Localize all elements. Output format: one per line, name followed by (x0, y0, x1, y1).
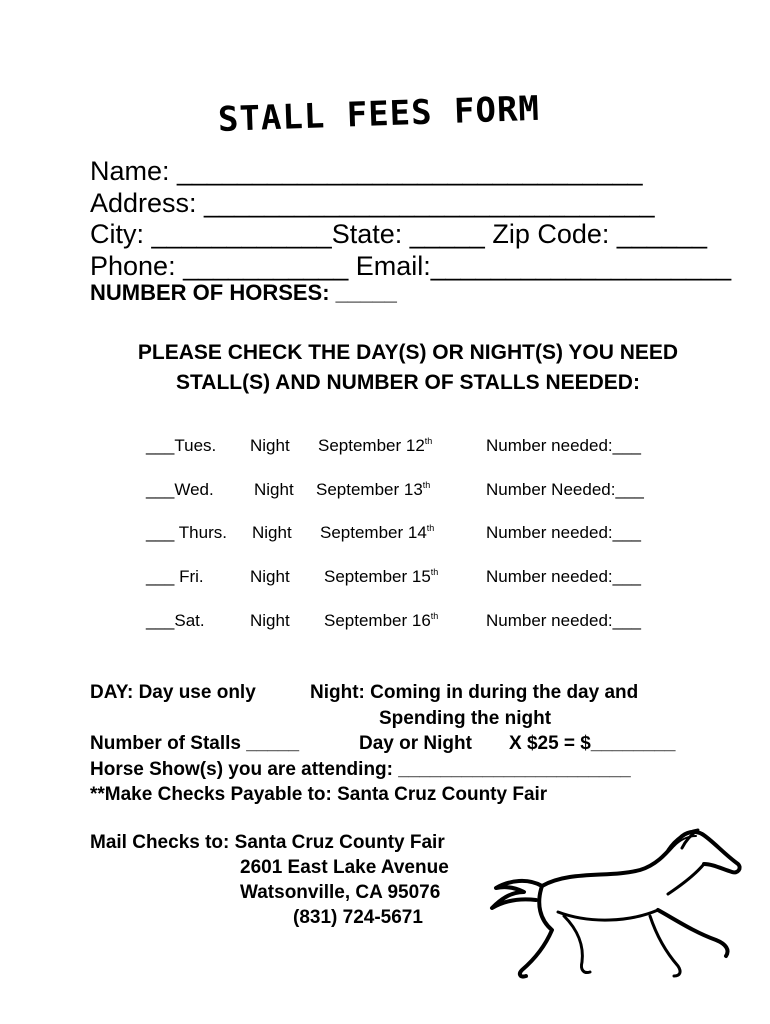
number-needed-field[interactable]: Number needed:___ (486, 567, 642, 587)
night-label: Night (254, 479, 294, 499)
mail-street: 2601 East Lake Avenue (240, 857, 449, 878)
number-of-stalls-field[interactable]: Number of Stalls _____ (90, 733, 300, 754)
night-use-note: Night: Coming in during the day and (310, 682, 639, 703)
date-label: September 15th (324, 567, 439, 587)
number-needed-field[interactable]: Number needed:___ (486, 436, 642, 455)
address-field[interactable]: Address: ______________________________ (90, 187, 655, 218)
night-use-note-cont: Spending the night (379, 707, 552, 729)
number-of-horses-field[interactable]: NUMBER OF HORSES: _____ (90, 280, 397, 305)
mail-phone: (831) 724-5671 (293, 907, 423, 928)
day-row-sat (146, 611, 666, 655)
number-needed-field[interactable]: Number needed:___ (486, 523, 642, 543)
fee-calculation (90, 731, 676, 757)
day-row-thurs (146, 523, 666, 567)
date-label: September 16th (324, 610, 439, 630)
payable-note: **Make Checks Payable to: Santa Cruz County Fair (90, 784, 548, 805)
day-checkbox-fri[interactable]: ___ Fri. (146, 567, 204, 587)
date-label: September 13th (316, 479, 431, 499)
form-title: STALL FEES FORM (217, 88, 541, 140)
day-checkbox-sat[interactable]: ___Sat. (146, 610, 205, 630)
night-label: Night (250, 567, 290, 587)
date-label: September 12th (318, 436, 433, 455)
day-or-night-field[interactable]: Day or Night (359, 733, 472, 754)
number-needed-field[interactable]: Number Needed:___ (486, 479, 644, 499)
mailing-address (90, 830, 449, 930)
instruction-heading: PLEASE CHECK THE DAY(S) OR NIGHT(S) YOU NEED STALL(S) AND NUMBER OF STALLS NEEDED: (137, 341, 679, 394)
day-checkbox-wed[interactable]: ___Wed. (146, 479, 214, 499)
name-field[interactable]: Name: _______________________________ (90, 156, 643, 186)
day-use-note: DAY: Day use only (90, 682, 256, 703)
city-state-zip-field[interactable]: City: ____________State: _____ Zip Code: ______ (90, 219, 707, 249)
usage-legend (90, 680, 639, 706)
day-checkbox-thurs[interactable]: ___ Thurs. (146, 523, 227, 543)
night-label: Night (250, 610, 290, 630)
contact-fields (90, 156, 731, 282)
phone-email-field[interactable]: Phone: ___________ Email:____________________ (90, 250, 732, 281)
mail-to-line: Mail Checks to: Santa Cruz County Fair (90, 832, 445, 853)
mail-city: Watsonville, CA 95076 (240, 882, 441, 903)
day-row-fri (146, 567, 666, 611)
night-label: Night (250, 436, 290, 455)
night-label: Night (252, 523, 292, 543)
day-selection-list (146, 436, 666, 654)
number-needed-field[interactable]: Number needed:___ (486, 610, 642, 630)
total-fee-field[interactable]: X $25 = $________ (509, 733, 676, 754)
day-row-tues (146, 436, 666, 480)
date-label: September 14th (320, 523, 435, 543)
day-checkbox-tues[interactable]: ___Tues. (146, 436, 217, 455)
horse-show-field[interactable]: Horse Show(s) you are attending: ______________________ (90, 758, 631, 780)
day-row-wed (146, 480, 666, 524)
fee-details (90, 680, 676, 808)
horse-illustration (480, 820, 760, 980)
